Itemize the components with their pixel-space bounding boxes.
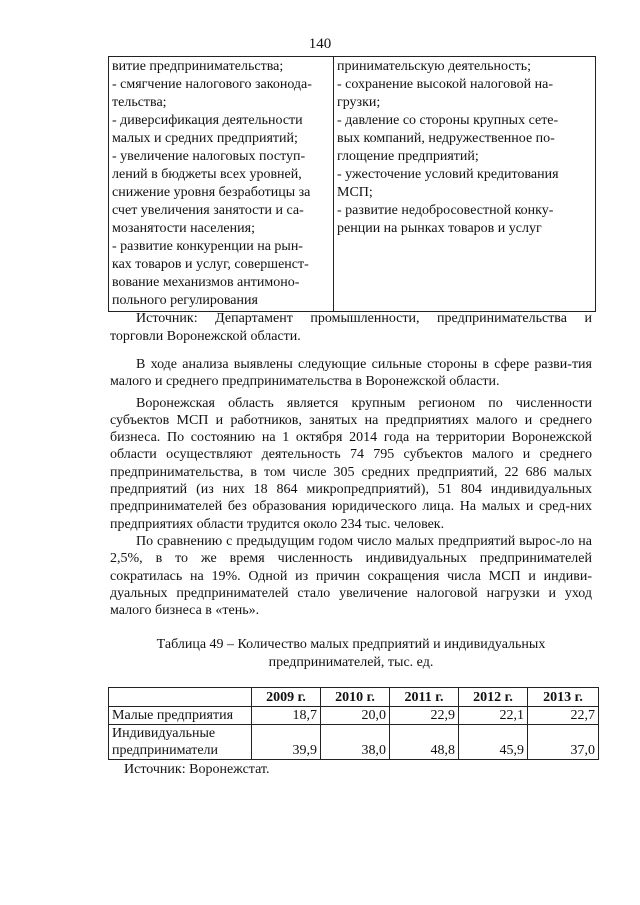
value-cell: 37,0	[528, 725, 599, 760]
value-cell: 18,7	[252, 707, 321, 725]
value-cell: 45,9	[459, 725, 528, 760]
list-line: мозанятости населения;	[112, 221, 255, 236]
row-label-line: Малые предприятия	[112, 708, 234, 723]
list-line: - ужесточение условий кредитования	[337, 167, 559, 182]
value-cell: 20,0	[321, 707, 390, 725]
paragraph: По сравнению с предыдущим годом число малых предприятий вырос-ло на 2,5%, в то же время численность индивидуальных предпринимателей сократилась на 19%. Одной из причин сокращения числа МСП и индиви-дуальных предпринимателей стало увеличение налоговой нагрузки и уход малого бизнеса в «тень».	[110, 533, 592, 619]
list-line: вых компаний, недружественное по-	[337, 131, 555, 146]
column-header: 2011 г.	[390, 688, 459, 707]
left-column-cell	[109, 57, 334, 312]
table-row	[109, 57, 596, 312]
row-label-line: предприниматели	[112, 743, 219, 758]
row-label	[109, 707, 252, 725]
table-header-row	[109, 688, 599, 707]
list-line: - развитие конкуренции на рын-	[112, 239, 303, 254]
table-source-note-2: Источник: Воронежстат.	[124, 762, 270, 777]
column-header: 2009 г.	[252, 688, 321, 707]
table-source-note: Источник: Департамент промышленности, предпринимательства и торговли Воронежской области.	[110, 311, 592, 344]
value-cell: 48,8	[390, 725, 459, 760]
strengths-threats-table	[108, 56, 596, 312]
row-label-line: Индивидуальные	[112, 726, 216, 741]
list-line: - смягчение налогового законода-	[112, 77, 312, 92]
right-column-cell	[334, 57, 596, 312]
table-caption-line: предпринимателей, тыс. ед.	[268, 655, 434, 670]
list-line: малых и средних предприятий;	[112, 131, 298, 146]
list-line: - давление со стороны крупных сете-	[337, 113, 559, 128]
table-caption	[110, 636, 592, 672]
value-cell: 39,9	[252, 725, 321, 760]
list-line: грузки;	[337, 95, 381, 110]
paragraph: Воронежская область является крупным регионом по численности субъектов МСП и работников, занятых на предприятиях малого и среднего бизнеса. По состоянию на 1 октября 2014 года на территории Воронежской области осуществляют деятельность 74 795 субъектов малого и среднего предпринимательства, в том числе 305 средних предприятий, 22 686 малых предприятий (из них 18 864 микропредприятий), 51 804 индивидуальных предпринимателей без образования юридического лица. На малых и сред-них предприятиях области трудится около 234 тыс. человек.	[110, 395, 592, 532]
list-line: снижение уровня безработицы за	[112, 185, 311, 200]
paragraph: В ходе анализа выявлены следующие сильные стороны в сфере разви-тия малого и среднего предпринимательства в Воронежской области.	[110, 357, 592, 390]
page-number: 140	[308, 36, 332, 52]
value-cell: 22,9	[390, 707, 459, 725]
list-line: вование механизмов антимоно-	[112, 275, 300, 290]
list-line: ренции на рынках товаров и услуг	[337, 221, 542, 236]
column-header: 2010 г.	[321, 688, 390, 707]
list-line: тельства;	[112, 95, 167, 110]
value-cell: 22,7	[528, 707, 599, 725]
enterprises-data-table	[108, 687, 599, 760]
corner-header	[109, 688, 252, 707]
column-header: 2012 г.	[459, 688, 528, 707]
list-line: глощение предприятий;	[337, 149, 479, 164]
list-line: МСП;	[337, 185, 373, 200]
table-row	[109, 707, 599, 725]
body-text	[110, 356, 592, 619]
list-line: ках товаров и услуг, совершенст-	[112, 257, 309, 272]
value-cell: 22,1	[459, 707, 528, 725]
list-line: - диверсификация деятельности	[112, 113, 303, 128]
column-header: 2013 г.	[528, 688, 599, 707]
value-cell: 38,0	[321, 725, 390, 760]
list-line: - развитие недобросовестной конку-	[337, 203, 554, 218]
list-line: витие предпринимательства;	[112, 59, 284, 74]
row-label	[109, 725, 252, 760]
list-line: - увеличение налоговых поступ-	[112, 149, 306, 164]
list-line: принимательскую деятельность;	[337, 59, 531, 74]
table-caption-line: Таблица 49 – Количество малых предприятий и индивидуальных	[156, 637, 546, 652]
list-line: лений в бюджеты всех уровней,	[112, 167, 302, 182]
table-row	[109, 725, 599, 760]
list-line: польного регулирования	[112, 293, 258, 308]
list-line: счет увеличения занятости и са-	[112, 203, 304, 218]
list-line: - сохранение высокой налоговой на-	[337, 77, 554, 92]
